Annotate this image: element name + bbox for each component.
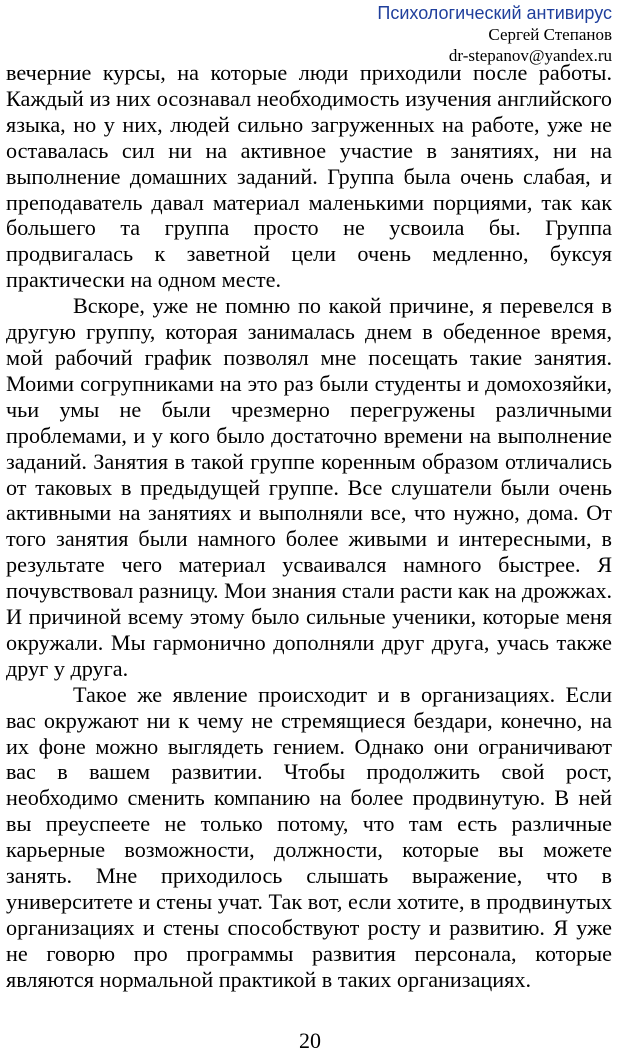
book-title: Психологический антивирус: [377, 3, 612, 23]
paragraph: Вскоре, уже не помню по какой причине, я перевелся в другую группу, которая занималась днем в обеденное время, мой рабочий график позволял мне посещать такие занятия. Моими согрупниками на это раз были студенты и домохозяйки, чьи умы не были чрезмерно перегружены различными проблемами, и у кого было достаточно времени на выполнение заданий. Занятия в такой группе коренным образом отличались от таковых в предыдущей группе. Все слушатели были очень активными на занятиях и выполняли все, что нужно, дома. От того занятия были намного более живыми и интересными, в результате чего материал усваивался намного быстрее. Я почувствовал разницу. Мои знания стали расти как на дрожжах. И причиной всему этому было сильные ученики, которые меня окружали. Мы гармонично дополняли друг друга, учась также друг у друга.: [6, 293, 612, 681]
running-header: [252, 2, 612, 66]
body-text: [6, 60, 612, 993]
paragraph: Такое же явление происходит и в организациях. Если вас окружают ни к чему не стремящиеся бездари, конечно, на их фоне можно выглядеть гением. Однако они ограничивают вас в вашем развитии. Чтобы продолжить свой рост, необходимо сменить компанию на более продвинутую. В ней вы преуспеете не только потому, что там есть различные карьерные возможности, должности, которые вы можете занять. Мне приходилось слышать выражение, что в университете и стены учат. Так вот, если хотите, в продвинутых организациях и стены способствуют росту и развитию. Я уже не говорю про программы развития персонала, которые являются нормальной практикой в таких организациях.: [6, 681, 612, 992]
paragraph-continued: вечерние курсы, на которые люди приходили после работы. Каждый из них осознавал необходимость изучения английского языка, но у них, людей сильно загруженных на работе, уже не оставалась сил ни на активное участие в занятиях, ни на выполнение домашних заданий. Группа была очень слабая, и преподаватель давал материал маленькими порциями, так как большего та группа просто не усвоила бы. Группа продвигалась к заветной цели очень медленно, буксуя практически на одном месте.: [6, 60, 612, 293]
author-name: Сергей Степанов: [488, 25, 612, 44]
author-email: dr-stepanov@yandex.ru: [448, 46, 612, 65]
page-number: 20: [299, 1028, 321, 1053]
